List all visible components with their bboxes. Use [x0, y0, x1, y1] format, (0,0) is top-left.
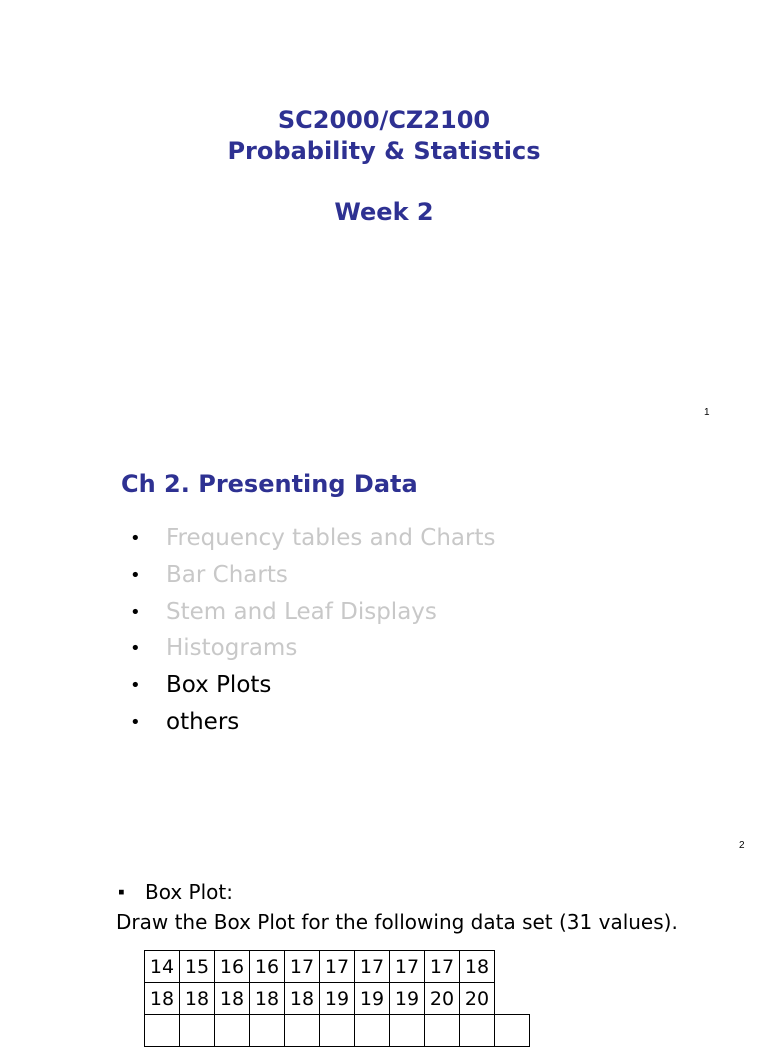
- data-cell: 20: [460, 983, 495, 1015]
- data-cell: 17: [285, 951, 320, 983]
- topic-label: others: [166, 708, 240, 735]
- data-cell: 19: [355, 983, 390, 1015]
- topic-label: Frequency tables and Charts: [166, 525, 496, 551]
- data-cell: 17: [425, 951, 460, 983]
- instruction-text: Draw the Box Plot for the following data set (31 values).: [116, 910, 678, 934]
- data-cell: 16: [215, 951, 250, 983]
- data-cell: 17: [355, 951, 390, 983]
- bullet-icon: •: [130, 675, 141, 697]
- data-cell: [355, 1015, 390, 1047]
- data-cell: 17: [390, 951, 425, 983]
- data-cell: [180, 1015, 215, 1047]
- topic-label: Box Plots: [166, 672, 272, 699]
- course-code: SC2000/CZ2100: [277, 106, 491, 134]
- data-cell: [495, 1015, 530, 1047]
- data-cell: [215, 1015, 250, 1047]
- slide-1: [0, 0, 768, 430]
- page-number: 1: [704, 407, 710, 418]
- course-name: Probability & Statistics: [227, 137, 541, 165]
- data-cell: [250, 1015, 285, 1047]
- square-bullet-icon: ▪: [118, 882, 125, 903]
- bullet-icon: •: [130, 564, 141, 586]
- topic-label: Histograms: [166, 635, 298, 662]
- data-cell: 19: [320, 983, 355, 1015]
- table-row: [145, 951, 530, 983]
- data-table: [144, 950, 530, 1047]
- data-cell: 20: [425, 983, 460, 1015]
- data-cell: [285, 1015, 320, 1047]
- data-cell: 14: [145, 951, 180, 983]
- bullet-icon: •: [130, 638, 141, 660]
- data-cell: [145, 1015, 180, 1047]
- week-label: Week 2: [334, 198, 434, 226]
- bullet-icon: •: [130, 528, 141, 549]
- data-cell: 18: [460, 951, 495, 983]
- data-cell: [390, 1015, 425, 1047]
- slide-2: [0, 430, 768, 860]
- topic-label: Stem and Leaf Displays: [166, 598, 437, 625]
- data-cell: 18: [180, 983, 215, 1015]
- data-cell: 16: [250, 951, 285, 983]
- table-row: [145, 1015, 530, 1047]
- data-cell: [425, 1015, 460, 1047]
- data-cell: 15: [180, 951, 215, 983]
- data-cell: 18: [250, 983, 285, 1015]
- chapter-title: Ch 2. Presenting Data: [121, 470, 418, 498]
- slide-3: [0, 860, 768, 1024]
- bullet-icon: •: [130, 601, 141, 623]
- data-cell: [320, 1015, 355, 1047]
- table-row: [145, 983, 530, 1015]
- page-number: 2: [739, 840, 745, 851]
- data-cell: 18: [285, 983, 320, 1015]
- box-plot-heading: Box Plot:: [145, 880, 233, 904]
- data-cell: 18: [145, 983, 180, 1015]
- data-cell: [460, 1015, 495, 1047]
- topic-label: Bar Charts: [166, 561, 288, 588]
- data-cell: 17: [320, 951, 355, 983]
- data-cell: 18: [215, 983, 250, 1015]
- data-cell: 19: [390, 983, 425, 1015]
- bullet-icon: •: [130, 711, 141, 733]
